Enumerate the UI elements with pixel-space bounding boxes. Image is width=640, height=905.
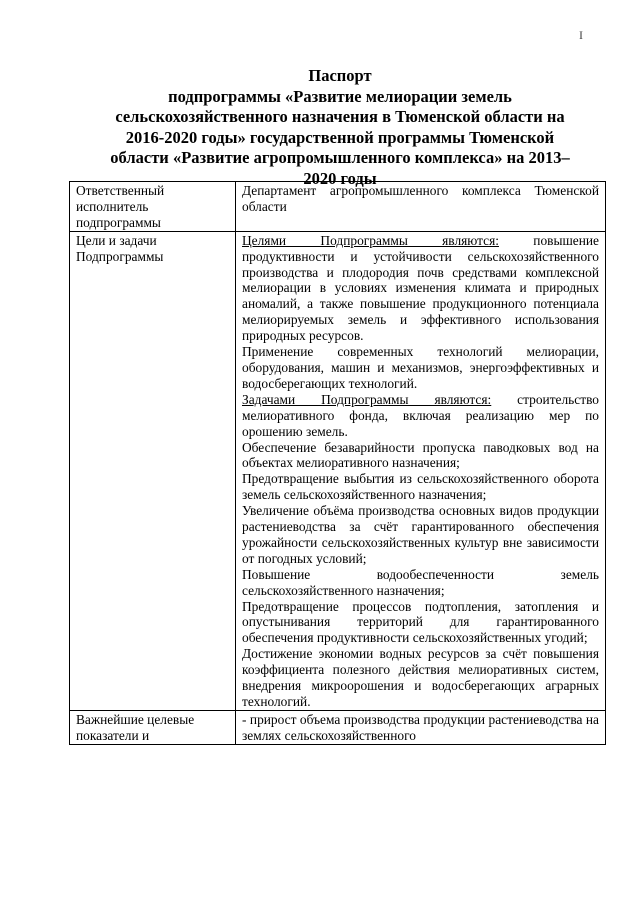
document-title	[60, 66, 620, 189]
paragraph: Применение современных технологий мелиорации, оборудования, машин и механизмов, энергоэффективных и водосберегающих технологий.	[242, 344, 599, 391]
goals-label: Цели и задачи Подпрограммы	[76, 232, 164, 264]
table-row	[70, 710, 606, 744]
paragraph: Предотвращение процессов подтопления, затопления и опустынивания территорий для гарантированного обеспечения продуктивности сельскохозяйственных угодий;	[242, 598, 599, 646]
tasks-heading: Задачами Подпрограммы являются:	[242, 391, 492, 407]
goals-paragraph	[242, 233, 599, 344]
row-content	[236, 231, 606, 710]
paragraph: Повышение водообеспеченности земель сельскохозяйственного назначения;	[242, 566, 599, 598]
row-content	[236, 710, 606, 744]
row-label	[70, 710, 236, 744]
paragraph: Предотвращение выбытия из сельскохозяйственного оборота земель сельскохозяйственного назначения;	[242, 471, 599, 503]
goals-text: повышение продуктивности и устойчивости сельскохозяйственного производства и плодородия почв средствами комплексной мелиорации в условиях изменения климата и природных аномалий, а также повышение продукционного потенциала мелиорируемых земель и эффективного использования природных ресурсов.	[242, 232, 599, 344]
tasks-text: строительство мелиоративного фонда, включая реализацию мер по орошению земель.	[242, 391, 600, 439]
paragraph: Достижение экономии водных ресурсов за счёт повышения коэффициента полезного действия мелиоративных систем, внедрения микроорошения и водосберегающих аграрных технологий.	[242, 646, 599, 709]
indicators-label: Важнейшие целевые показатели и	[76, 711, 195, 743]
title-line: области «Развитие агропромышленного комплекса» на 2013–	[110, 148, 570, 167]
row-content	[236, 182, 606, 232]
title-line: Паспорт	[308, 66, 372, 85]
paragraph: Обеспечение безаварийности пропуска паводковых вод на объектах мелиоративного назначения;	[242, 439, 599, 471]
paragraph: Увеличение объёма производства основных видов продукции растениеводства за счёт гарантированного обеспечения урожайности сельскохозяйственных культур вне зависимости от погодных условий;	[242, 503, 599, 566]
row-label	[70, 182, 236, 232]
indicators-text: - прирост объема производства продукции растениеводства на землях сельскохозяйственного	[242, 711, 599, 743]
table-row	[70, 182, 606, 232]
passport-table	[69, 181, 606, 745]
page-number: I	[579, 28, 583, 42]
goals-heading: Целями Подпрограммы являются:	[242, 232, 499, 248]
title-line: подпрограммы «Развитие мелиорации земель	[168, 86, 512, 106]
title-line: сельскохозяйственного назначения в Тюменской области на	[115, 107, 565, 126]
tasks-paragraph	[242, 392, 599, 440]
responsible-label: Ответственный исполнитель подпрограммы	[76, 183, 165, 230]
table-row	[70, 231, 606, 710]
row-label	[70, 231, 236, 710]
title-line: 2016-2020 годы» государственной программы Тюменской	[125, 127, 555, 147]
responsible-text: Департамент агропромышленного комплекса Тюменской области	[242, 183, 599, 214]
title-line: 2020 годы	[303, 168, 377, 188]
